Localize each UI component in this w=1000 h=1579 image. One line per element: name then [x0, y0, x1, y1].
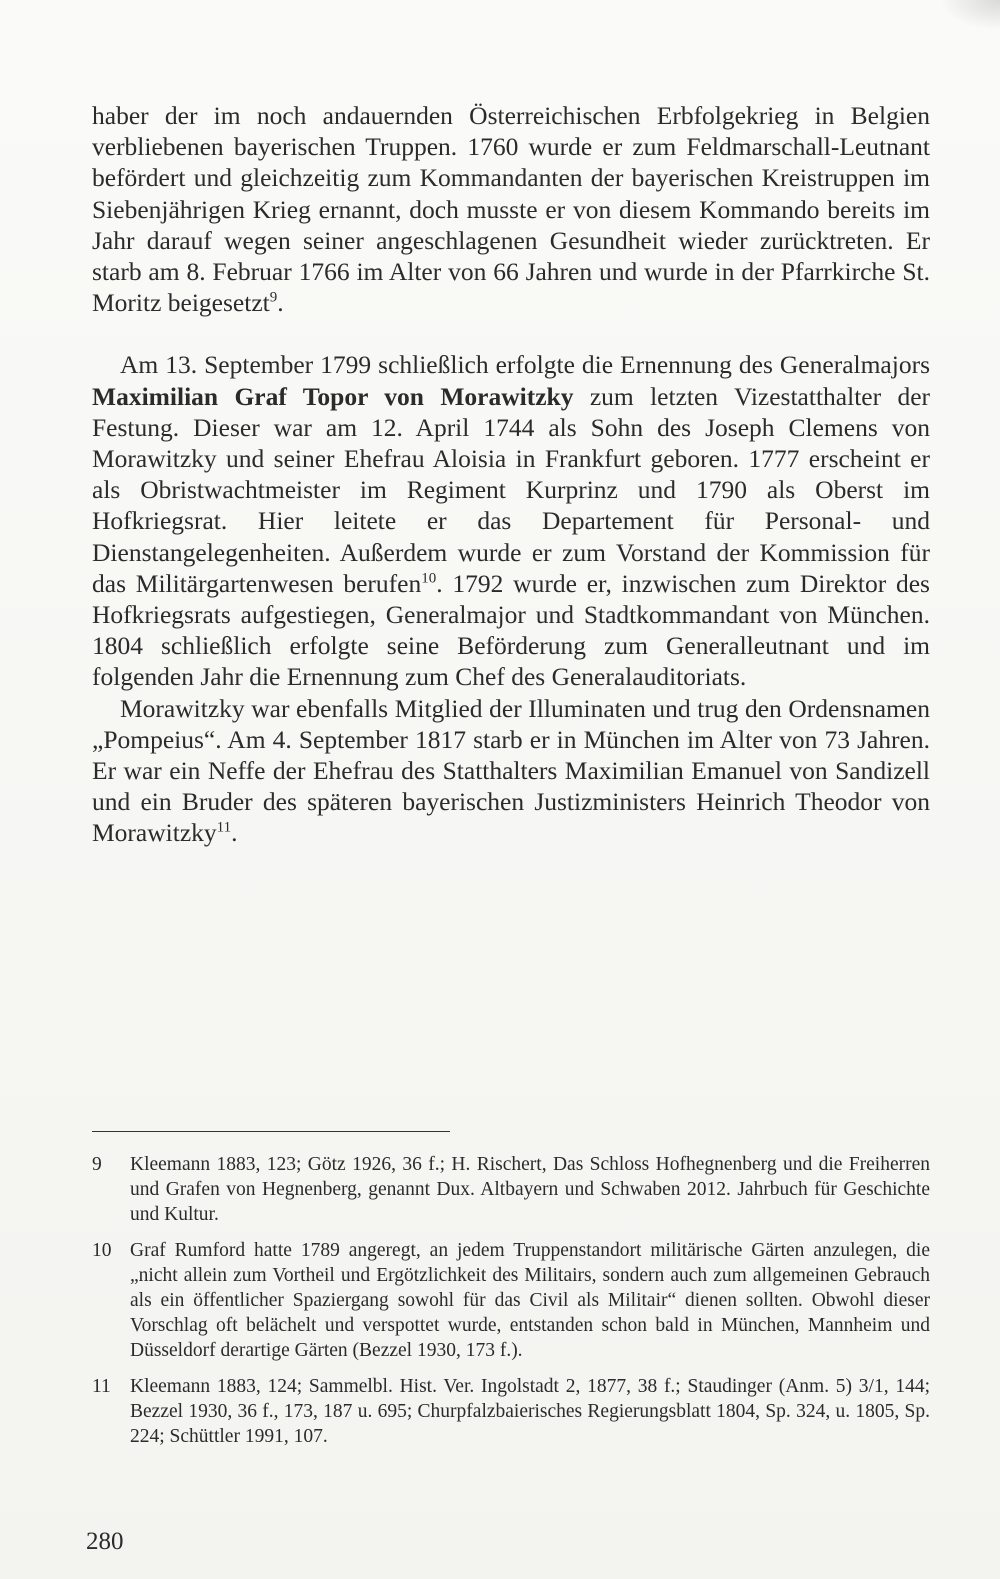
- footnote-text: Graf Rumford hatte 1789 angeregt, an jedem Truppenstandort militärische Gärten anzulegen, die „nicht allein zum Vortheil und Ergötzlichkeit des Militairs, sondern auch zum allgemeinen Gebrauch als ein öffentlicher Spaziergang sowohl für das Civil als Militair“ dienen sollten. Obwohl dieser Vorschlag oft belächelt und verspottet wurde, entstanden schon bald in München, Mannheim und Düsseldorf derartige Gärten (Bezzel 1930, 173 f.).: [130, 1239, 930, 1362]
- paragraph-1-text: haber der im noch andauernden Österreichischen Erbfolgekrieg in Belgien verbliebenen bayerischen Truppen. 1760 wurde er zum Feldmarschall-Leutnant befördert und gleichzeitig zum Kommandanten der bayerischen Kreistruppen im Siebenjährigen Krieg ernannt, doch musste er von diesem Kommando bereits im Jahr darauf wegen seiner angeschlagenen Gesundheit wieder zurücktreten. Er starb am 8. Februar 1766 im Alter von 66 Jahren und wurde in der Pfarrkirche St. Moritz beigesetzt: [92, 101, 930, 318]
- footnote-number: 9: [92, 1154, 102, 1175]
- footnote-10: [92, 1238, 930, 1364]
- footnote-number: 11: [92, 1375, 111, 1397]
- footnote-ref-10: 10: [421, 570, 437, 587]
- paragraph-1-end: .: [277, 288, 284, 318]
- paragraph-2-middle: zum letzten Vizestatthalter der Festung. Dieser war am 12. April 1744 als Sohn des Joseph Clemens von Morawitzky und seiner Ehefrau Aloisia in Frankfurt geboren. 1777 erscheint er als Obristwachtmeister im Regiment Kurprinz und 1790 als Oberst im Hofkriegsrat. Hier leitete er das Departement für Personal- und Dienstangelegenheiten. Außerdem wurde er zum Vorstand der Kommission für das Militärgartenwesen berufen: [92, 381, 931, 598]
- footnote-ref-11: 11: [216, 819, 232, 836]
- paragraph-2-end: . 1792 wurde er, inzwischen zum Direktor des Hofkriegsrats aufgestiegen, Generalmajor und Stadtkommandant von München. 1804 schließlich erfolgte seine Beförderung zum Generalleutnant und im folgenden Jahr die Ernennung zum Chef des Generalauditoriats.: [92, 568, 930, 692]
- footnote-text: Kleemann 1883, 123; Götz 1926, 36 f.; H. Rischert, Das Schloss Hofhegnenberg und die Freiherren und Grafen von Hegnenberg, genannt Dux. Altbayern und Schwaben 2012. Jahrbuch für Geschichte und Kultur.: [130, 1154, 930, 1226]
- footnote-text: Kleemann 1883, 124; Sammelbl. Hist. Ver. Ingolstadt 2, 1877, 38 f.; Staudinger (Anm. 5) 3/1, 144; Bezzel 1930, 36 f., 173, 187 u. 695; Churpfalzbaierisches Regierungsblatt 1804, Sp. 324, u. 1805, Sp. 224; Schüttler 1991, 107.: [130, 1375, 930, 1448]
- paragraph-1: [92, 100, 930, 318]
- paragraph-3: [92, 693, 930, 849]
- page-number: 280: [86, 1528, 124, 1555]
- paragraph-3-text: Morawitzky war ebenfalls Mitglied der Illuminaten und trug den Ordensnamen „Pompeius“. Am 4. September 1817 starb er in München im Alter von 73 Jahren. Er war ein Neffe der Ehefrau des Statthalters Maximilian Emanuel von Sandizell und ein Bruder des späteren bayerischen Justizministers Heinrich Theodor von Morawitzky: [92, 693, 930, 848]
- paragraph-3-end: .: [231, 818, 238, 848]
- footnote-number: 10: [92, 1239, 112, 1261]
- page-corner-shadow: [940, 0, 1000, 30]
- footnote-ref-9: 9: [269, 289, 278, 306]
- footnotes: [92, 1152, 930, 1459]
- footnote-9: [92, 1152, 930, 1228]
- paragraph-2: [92, 349, 930, 692]
- main-text: [92, 100, 930, 849]
- person-name-bold: Maximilian Graf Topor von Morawitzky: [92, 381, 574, 411]
- footnote-divider: [92, 1131, 450, 1132]
- paragraph-2-start: Am 13. September 1799 schließlich erfolgte die Ernennung des Generalmajors: [120, 350, 930, 380]
- footnote-11: [92, 1374, 930, 1450]
